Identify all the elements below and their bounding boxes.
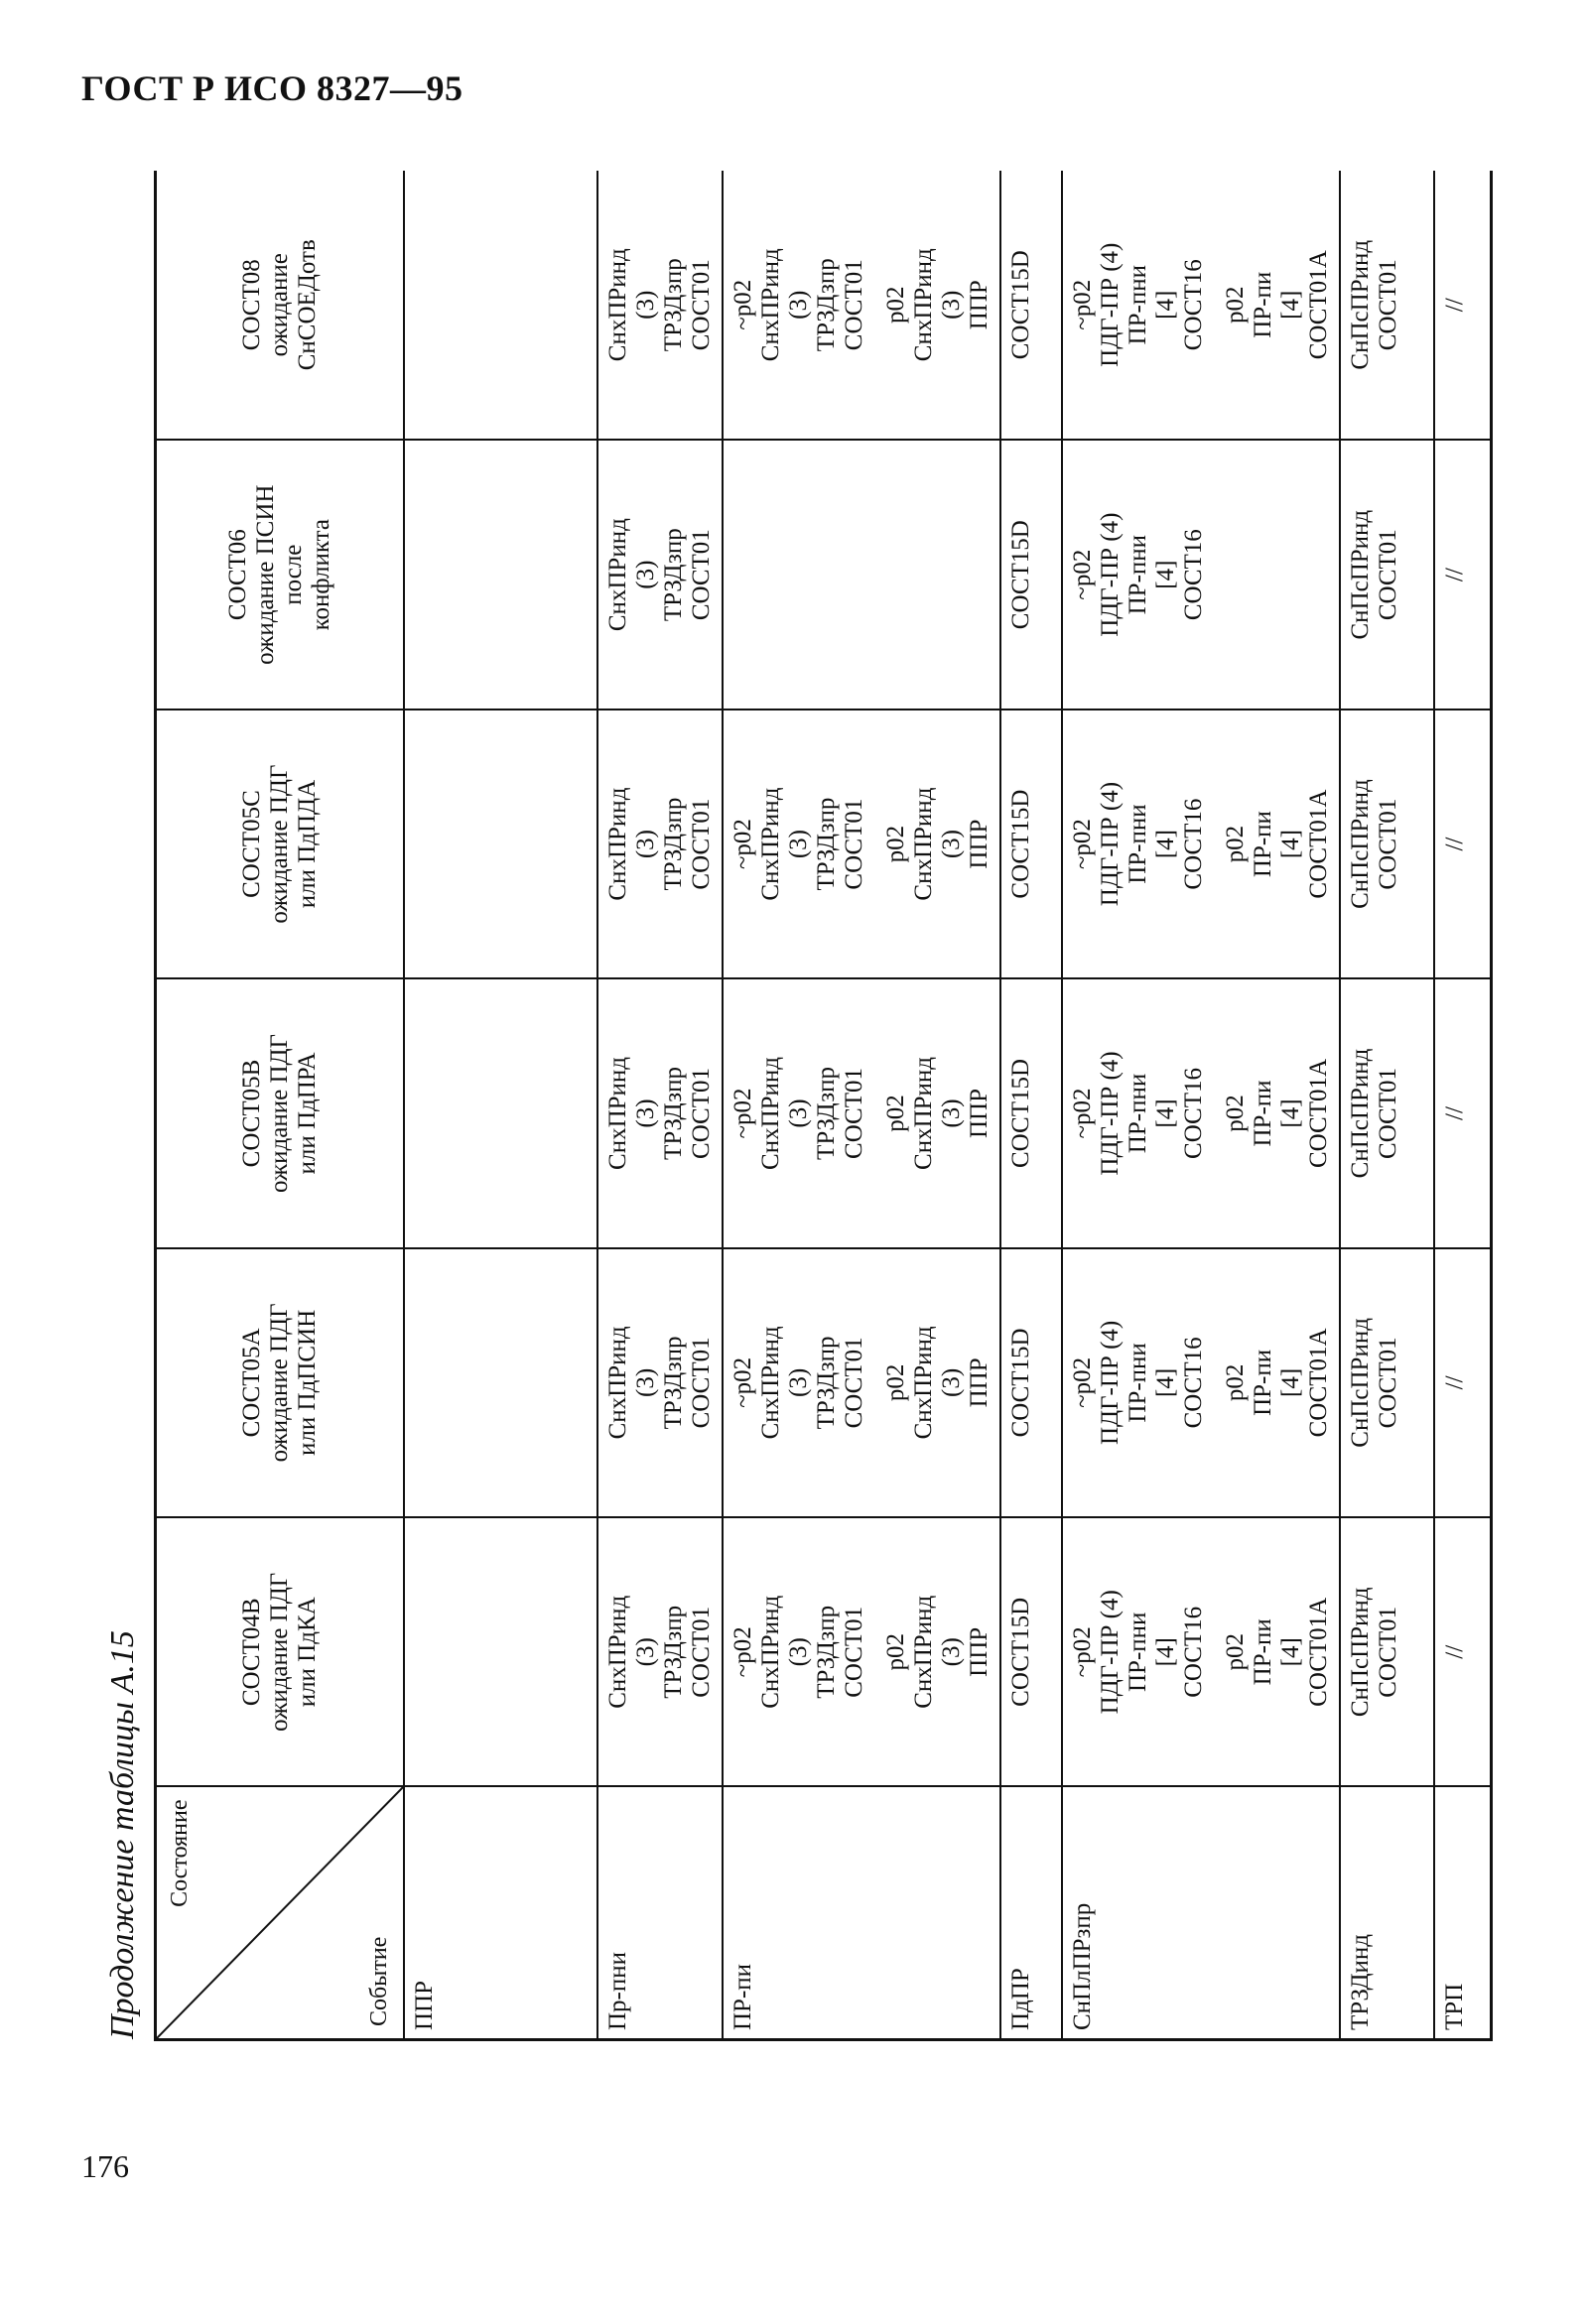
cell-line: ПР-пни xyxy=(1124,1073,1151,1154)
cell-line: p02 xyxy=(1221,1633,1249,1671)
cell-gap xyxy=(868,718,882,969)
cell-line: ПДГ-ПР (4) xyxy=(1096,1590,1124,1715)
cell-line: или ПдПРА xyxy=(293,1052,321,1175)
cell-line: ТРЗДзпр xyxy=(659,1336,687,1430)
cell-line: ТРЗДзпр xyxy=(812,1336,840,1430)
cell-line: ПР-пи xyxy=(1249,1349,1276,1416)
table-cell xyxy=(723,978,1000,1247)
table-row xyxy=(1000,171,1062,2040)
cell-line: СОСТ01 xyxy=(687,798,715,890)
cell-line: ~p02 xyxy=(728,1356,756,1408)
cell-line: СОСТ15D xyxy=(1006,1597,1034,1707)
cell-line: (3) xyxy=(631,830,659,859)
cell-line: ~p02 xyxy=(1068,1088,1096,1139)
cell-gap xyxy=(1208,1526,1222,1777)
cell-line: СнхПРинд xyxy=(756,1326,784,1440)
cell-line: СнПсПРинд xyxy=(1346,1318,1374,1448)
table-cell xyxy=(597,1248,723,1517)
table-row xyxy=(597,171,723,2040)
cell-line: [4] xyxy=(1151,1367,1179,1397)
cell-line: ТРЗДзпр xyxy=(659,528,687,622)
cell-line: (3) xyxy=(937,830,965,859)
cell-line: // xyxy=(1440,1375,1468,1390)
cell-line: [4] xyxy=(1276,1367,1304,1397)
cell-line: [4] xyxy=(1151,1098,1179,1128)
table-cell xyxy=(1000,1248,1062,1517)
cell-line: или ПдПДА xyxy=(293,779,321,909)
cell-line: ТРЗДзпр xyxy=(659,797,687,891)
cell-line: ожидание ПДГ xyxy=(265,1572,293,1732)
cell-line: (3) xyxy=(937,290,965,320)
cell-line: СОСТ01 xyxy=(1374,798,1401,890)
cell-line: // xyxy=(1440,568,1468,582)
cell-line: ПДГ-ПР (4) xyxy=(1096,1051,1124,1176)
cell-line: ПР-пни xyxy=(1124,265,1151,345)
cell-line: СОСТ15D xyxy=(1006,789,1034,899)
column-header xyxy=(156,1517,404,1786)
cell-gap xyxy=(868,1526,882,1777)
cell-line: ТРЗДзпр xyxy=(659,1067,687,1160)
cell-line: СОСТ15D xyxy=(1006,1058,1034,1169)
cell-line: СнСОЕДотв xyxy=(293,239,321,371)
corner-state-label: Состояние xyxy=(167,1799,193,1907)
table-row xyxy=(1340,171,1434,2040)
table-row xyxy=(404,171,597,2040)
table-cell xyxy=(597,171,723,440)
cell-line: [4] xyxy=(1151,290,1179,320)
cell-line: ПР-пи xyxy=(1249,1618,1276,1686)
cell-line: СОСТ08 xyxy=(237,259,265,351)
table-cell xyxy=(404,978,597,1247)
table-cell xyxy=(1340,978,1434,1247)
cell-line: [4] xyxy=(1276,290,1304,320)
page-number: 176 xyxy=(81,2148,129,2184)
cell-line: ППР xyxy=(965,1357,992,1408)
table-cell xyxy=(404,440,597,709)
row-header-event: ПР-пи xyxy=(723,1787,1000,2040)
cell-line: конфликта xyxy=(307,519,334,631)
row-header-event: ТРП xyxy=(1434,1787,1492,2040)
cell-line: СОСТ01 xyxy=(1374,1337,1401,1429)
cell-gap xyxy=(868,179,882,431)
table-cell xyxy=(723,710,1000,978)
cell-line: (3) xyxy=(631,1637,659,1667)
cell-line: // xyxy=(1440,1644,1468,1659)
cell-line: ТРЗДзпр xyxy=(812,797,840,891)
cell-line: ~p02 xyxy=(728,819,756,870)
cell-line: (3) xyxy=(937,1098,965,1128)
cell-line: СнхПРинд xyxy=(603,1056,631,1170)
cell-line: ТРЗДзпр xyxy=(659,258,687,352)
table-cell xyxy=(1340,171,1434,440)
cell-line: // xyxy=(1440,1106,1468,1120)
table-cell xyxy=(1434,171,1492,440)
cell-line: СОСТ15D xyxy=(1006,520,1034,630)
table-cell xyxy=(404,1248,597,1517)
cell-line: СОСТ01 xyxy=(840,1606,867,1698)
table-cell xyxy=(1062,1517,1340,1786)
table-row xyxy=(1062,171,1340,2040)
cell-line: (3) xyxy=(784,1637,812,1667)
cell-line: СнПсПРинд xyxy=(1346,1048,1374,1179)
cell-line: ПР-пи xyxy=(1249,1080,1276,1147)
table-cell xyxy=(723,440,1000,709)
cell-line: СнхПРинд xyxy=(756,1595,784,1709)
cell-line: ПР-пни xyxy=(1124,1343,1151,1423)
cell-line: СОСТ06 xyxy=(223,529,251,621)
cell-line: СОСТ05С xyxy=(237,790,265,898)
table-cell xyxy=(1340,1517,1434,1786)
table-cell xyxy=(597,978,723,1247)
cell-line: СнхПРинд xyxy=(909,1056,937,1170)
cell-line: ПР-пни xyxy=(1124,534,1151,615)
cell-line: СОСТ01А xyxy=(1304,789,1332,899)
cell-line: СОСТ01 xyxy=(840,1068,867,1159)
cell-line: (3) xyxy=(784,1098,812,1128)
cell-line: СнхПРинд xyxy=(756,248,784,362)
table-cell xyxy=(1000,978,1062,1247)
cell-line: СнхПРинд xyxy=(603,248,631,362)
table-cell xyxy=(1340,440,1434,709)
cell-line: ПР-пи xyxy=(1249,271,1276,338)
cell-line: // xyxy=(1440,298,1468,313)
cell-line: [4] xyxy=(1276,1637,1304,1667)
cell-line: СОСТ01 xyxy=(1374,1068,1401,1159)
table-cell xyxy=(1000,1517,1062,1786)
cell-line: СнПсПРинд xyxy=(1346,779,1374,909)
corner-cell xyxy=(156,1787,404,2040)
cell-line: СОСТ01 xyxy=(840,1337,867,1429)
table-cell xyxy=(723,171,1000,440)
cell-line: СОСТ01 xyxy=(1374,259,1401,351)
cell-line: ожидание ПДГ xyxy=(265,1303,293,1463)
table-cell xyxy=(404,171,597,440)
row-header-event: СнПлПРзпр xyxy=(1062,1787,1340,2040)
cell-line: ТРЗДзпр xyxy=(812,258,840,352)
cell-line: p02 xyxy=(1221,1095,1249,1132)
cell-line: СОСТ01 xyxy=(1374,1606,1401,1698)
cell-line: ~p02 xyxy=(1068,549,1096,600)
table-row xyxy=(723,171,1000,2040)
cell-line: СнхПРинд xyxy=(909,1326,937,1440)
cell-line: ПР-пи xyxy=(1249,811,1276,878)
cell-line: (3) xyxy=(784,830,812,859)
cell-line: или ПдПСИН xyxy=(293,1309,321,1456)
table-cell xyxy=(1000,710,1062,978)
cell-line: СОСТ01 xyxy=(840,798,867,890)
cell-gap xyxy=(868,1257,882,1508)
cell-gap xyxy=(1208,718,1222,969)
table-cell xyxy=(1434,440,1492,709)
cell-line: [4] xyxy=(1276,830,1304,859)
cell-line: СОСТ16 xyxy=(1179,1606,1207,1698)
cell-line: ПДГ-ПР (4) xyxy=(1096,1320,1124,1446)
cell-line: СнхПРинд xyxy=(909,1595,937,1709)
cell-line: ~p02 xyxy=(728,1626,756,1678)
state-event-table xyxy=(154,171,1493,2041)
cell-line: СнхПРинд xyxy=(909,248,937,362)
cell-line: СОСТ01 xyxy=(687,1606,715,1698)
cell-line: СОСТ01 xyxy=(687,1337,715,1429)
cell-line: СОСТ16 xyxy=(1179,1068,1207,1159)
cell-line: ожидание ПДГ xyxy=(265,1033,293,1193)
cell-line: ожидание ПДГ xyxy=(265,764,293,924)
cell-line: ~p02 xyxy=(1068,279,1096,330)
row-header-event: Пр-пни xyxy=(597,1787,723,2040)
cell-line: ПР-пни xyxy=(1124,1612,1151,1693)
table-cell xyxy=(1434,710,1492,978)
cell-line: СОСТ01А xyxy=(1304,1597,1332,1707)
cell-line: СОСТ01 xyxy=(1374,529,1401,621)
table-cell xyxy=(1434,1248,1492,1517)
cell-line: СОСТ01А xyxy=(1304,1328,1332,1438)
cell-line: СнхПРинд xyxy=(756,787,784,901)
cell-line: ~p02 xyxy=(728,279,756,330)
cell-line: ТРЗДзпр xyxy=(812,1067,840,1160)
cell-line: ПДГ-ПР (4) xyxy=(1096,242,1124,367)
cell-line: p02 xyxy=(1221,1363,1249,1402)
row-header-event: ПдПР xyxy=(1000,1787,1062,2040)
cell-line: СОСТ05В xyxy=(237,1059,265,1168)
table-caption: Продолжение таблицы А.15 xyxy=(104,1630,141,2039)
column-header xyxy=(156,978,404,1247)
cell-line: ППР xyxy=(965,1088,992,1138)
table-cell xyxy=(1434,978,1492,1247)
table-cell xyxy=(1000,171,1062,440)
cell-line: СОСТ16 xyxy=(1179,529,1207,621)
cell-line: (3) xyxy=(937,1367,965,1397)
cell-line: СнхПРинд xyxy=(603,1595,631,1709)
cell-line: СнПсПРинд xyxy=(1346,239,1374,370)
cell-line: ПР-пни xyxy=(1124,804,1151,884)
cell-line: (3) xyxy=(631,290,659,320)
table-cell xyxy=(1340,710,1434,978)
cell-line: СОСТ05А xyxy=(237,1328,265,1438)
table-cell xyxy=(1062,1248,1340,1517)
cell-line: СОСТ01 xyxy=(687,1068,715,1159)
cell-line: СнхПРинд xyxy=(603,1326,631,1440)
cell-gap xyxy=(1208,179,1222,431)
cell-line: СнхПРинд xyxy=(909,787,937,901)
table-cell xyxy=(404,1517,597,1786)
table-cell xyxy=(1000,440,1062,709)
cell-line: ~p02 xyxy=(1068,1356,1096,1408)
cell-line: СнПсПРинд xyxy=(1346,1587,1374,1718)
table-cell xyxy=(597,710,723,978)
column-header xyxy=(156,1248,404,1517)
table-container xyxy=(154,171,1468,2041)
cell-line: СОСТ01 xyxy=(840,259,867,351)
column-header xyxy=(156,171,404,440)
cell-line: [4] xyxy=(1151,1637,1179,1667)
cell-gap xyxy=(1208,1257,1222,1508)
cell-line: ТРЗДзпр xyxy=(659,1605,687,1699)
corner-event-label: Событие xyxy=(365,1936,392,2026)
cell-line: СОСТ01 xyxy=(687,529,715,621)
cell-gap xyxy=(1208,987,1222,1238)
cell-line: СнхПРинд xyxy=(756,1056,784,1170)
column-header xyxy=(156,440,404,709)
cell-line: СОСТ16 xyxy=(1179,1337,1207,1429)
table-cell xyxy=(1062,440,1340,709)
table-cell xyxy=(1340,1248,1434,1517)
cell-line: ППР xyxy=(965,819,992,869)
table-cell xyxy=(1062,171,1340,440)
cell-line: // xyxy=(1440,837,1468,851)
cell-line: p02 xyxy=(881,1633,909,1671)
table-cell xyxy=(404,710,597,978)
cell-line: ТРЗДзпр xyxy=(812,1605,840,1699)
cell-line: или ПдКА xyxy=(293,1597,321,1708)
cell-line: ПДГ-ПР (4) xyxy=(1096,781,1124,907)
cell-line: [4] xyxy=(1151,560,1179,589)
cell-line: ~p02 xyxy=(1068,1626,1096,1678)
cell-line: СОСТ15D xyxy=(1006,250,1034,360)
table-cell xyxy=(1062,710,1340,978)
cell-line: ожидание xyxy=(265,253,293,357)
cell-line: (3) xyxy=(784,290,812,320)
column-header xyxy=(156,710,404,978)
cell-line: ~p02 xyxy=(728,1088,756,1139)
table-cell xyxy=(597,440,723,709)
cell-line: (3) xyxy=(631,1098,659,1128)
cell-line: СнхПРинд xyxy=(603,518,631,632)
table-cell xyxy=(1434,1517,1492,1786)
cell-line: p02 xyxy=(881,286,909,323)
cell-line: p02 xyxy=(881,1095,909,1132)
table-cell xyxy=(597,1517,723,1786)
cell-line: ППР xyxy=(965,280,992,330)
cell-gap xyxy=(868,987,882,1238)
cell-line: (3) xyxy=(784,1367,812,1397)
cell-line: СОСТ16 xyxy=(1179,798,1207,890)
cell-line: СОСТ16 xyxy=(1179,259,1207,351)
cell-line: ППР xyxy=(965,1626,992,1677)
cell-line: СОСТ01А xyxy=(1304,250,1332,360)
cell-line: p02 xyxy=(1221,286,1249,323)
cell-line: ПДГ-ПР (4) xyxy=(1096,512,1124,637)
cell-line: СОСТ15D xyxy=(1006,1328,1034,1438)
cell-line: p02 xyxy=(881,1363,909,1402)
row-header-event: ППР xyxy=(404,1787,597,2040)
header-row xyxy=(156,171,404,2040)
cell-line: СнхПРинд xyxy=(603,787,631,901)
cell-line: СнПсПРинд xyxy=(1346,509,1374,640)
cell-line: СОСТ01 xyxy=(687,259,715,351)
cell-line: ~p02 xyxy=(1068,819,1096,870)
page-header: ГОСТ Р ИСО 8327—95 xyxy=(81,68,463,108)
cell-line: СОСТ04В xyxy=(237,1598,265,1707)
cell-line: (3) xyxy=(631,560,659,589)
cell-line: (3) xyxy=(937,1637,965,1667)
cell-line: ожидание ПСИН xyxy=(251,484,279,665)
cell-line: после xyxy=(279,544,307,605)
table-row xyxy=(1434,171,1492,2040)
table-cell xyxy=(1062,978,1340,1247)
table-cell xyxy=(723,1248,1000,1517)
cell-line: СОСТ01А xyxy=(1304,1058,1332,1169)
cell-line: (3) xyxy=(631,1367,659,1397)
cell-line: [4] xyxy=(1151,830,1179,859)
cell-line: p02 xyxy=(1221,825,1249,863)
row-header-event: ТРЗДинд xyxy=(1340,1787,1434,2040)
cell-line: p02 xyxy=(881,825,909,863)
cell-line: [4] xyxy=(1276,1098,1304,1128)
table-cell xyxy=(723,1517,1000,1786)
